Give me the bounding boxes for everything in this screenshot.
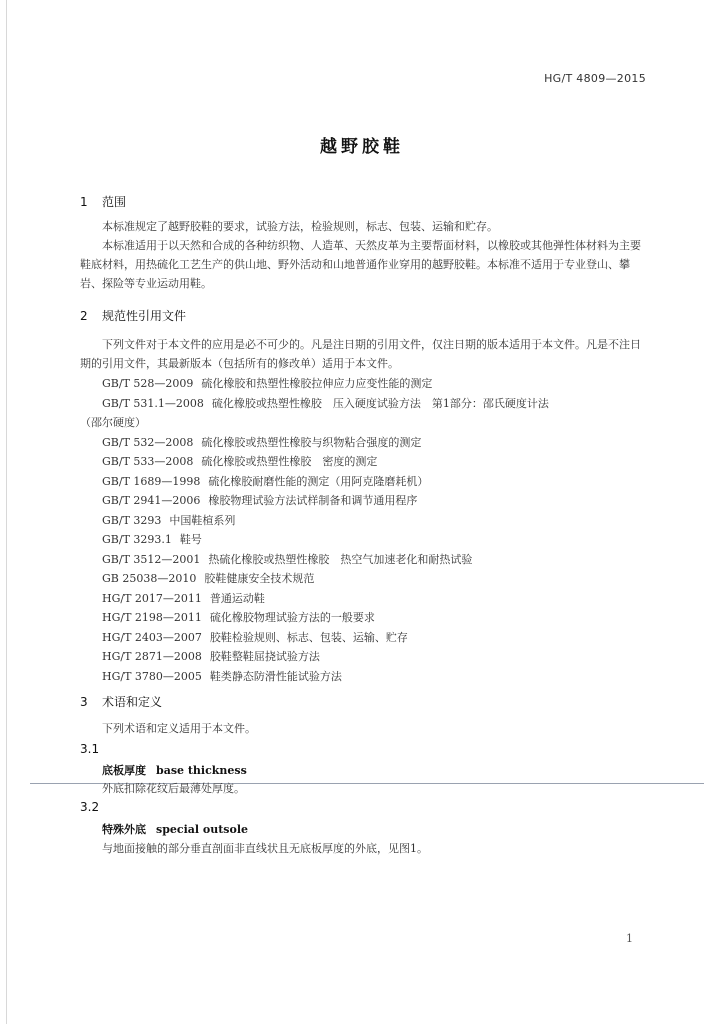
section-heading-references <box>80 307 186 324</box>
references-intro <box>80 335 648 373</box>
scope-paragraph: 本标准适用于以天然和合成的各种纺织物、人造革、天然皮革为主要帮面材料，以橡胶或其他弹性体材料为主要鞋底材料，用热硫化工艺生产的供山地、野外活动和山地普通作业穿用的越野胶鞋。本标准不适用于专业登山、攀岩、探险等专业运动用鞋。 <box>80 239 641 290</box>
reference-item <box>80 608 648 628</box>
term-number: 3.2 <box>80 800 100 814</box>
reference-code: GB/T 528—2009 <box>102 377 194 390</box>
reference-title: 硫化橡胶和热塑性橡胶拉伸应力应变性能的测定 <box>201 377 433 390</box>
reference-code: GB/T 3512—2001 <box>102 552 201 566</box>
section-number: 2 <box>80 309 88 323</box>
reference-item <box>80 491 648 511</box>
page-number: 1 <box>626 932 633 945</box>
reference-title: 鞋类静态防滑性能试验方法 <box>209 669 342 683</box>
scope-text <box>80 217 648 293</box>
term-heading <box>102 762 247 778</box>
reference-title: 硫化橡胶或热塑性橡胶 压入硬度试验方法 第1部分：邵氏硬度计法 <box>211 396 549 410</box>
reference-code: GB/T 2941—2006 <box>102 494 201 507</box>
section-title: 术语和定义 <box>102 695 163 709</box>
reference-item <box>80 452 648 472</box>
reference-item <box>80 472 648 492</box>
reference-item <box>80 589 648 609</box>
section-title: 规范性引用文件 <box>102 309 187 323</box>
references-intro-text: 下列文件对于本文件的应用是必不可少的。凡是注日期的引用文件，仅注日期的版本适用于本文件。凡是不注日期的引用文件，其最新版本（包括所有的修改单）适用于本文件。 <box>80 338 641 370</box>
reference-item <box>80 628 648 648</box>
term-zh: 特殊外底 <box>102 823 146 836</box>
term-heading <box>102 821 248 837</box>
reference-code: HG/T 2871—2008 <box>102 650 202 663</box>
reference-code: GB/T 531.1—2008 <box>102 396 204 410</box>
reference-title: 硫化橡胶或热塑性橡胶与织物粘合强度的测定 <box>201 435 422 449</box>
section-heading-terms <box>80 693 162 710</box>
terms-intro <box>80 719 648 738</box>
reference-item <box>80 374 648 394</box>
reference-item <box>80 530 648 550</box>
reference-code: HG/T 2198—2011 <box>102 611 202 624</box>
reference-title: 硫化橡胶或热塑性橡胶 密度的测定 <box>201 455 378 468</box>
reference-title: 鞋号 <box>179 533 202 546</box>
reference-code: HG/T 3780—2005 <box>102 669 202 683</box>
term-definition: 与地面接触的部分垂直剖面非直线状且无底板厚度的外底，见图1。 <box>102 842 428 855</box>
term-definition: 外底扣除花纹后最薄处厚度。 <box>102 782 245 795</box>
reference-title: 胶鞋健康安全技术规范 <box>204 572 315 585</box>
reference-code: GB/T 1689—1998 <box>102 474 201 488</box>
section-number: 1 <box>80 195 88 209</box>
reference-item <box>80 394 648 414</box>
reference-continuation: （邵尔硬度） <box>80 416 146 429</box>
reference-item <box>80 511 648 531</box>
scope-paragraph: 本标准规定了越野胶鞋的要求，试验方法，检验规则，标志、包装、运输和贮存。 <box>102 220 498 233</box>
reference-title: 硫化橡胶耐磨性能的测定（用阿克隆磨耗机） <box>208 474 429 488</box>
term-en: special outsole <box>156 823 249 836</box>
section-heading-scope <box>80 193 126 210</box>
reference-code: GB/T 532—2008 <box>102 435 194 449</box>
reference-list <box>80 374 648 686</box>
reference-title: 热硫化橡胶或热塑性橡胶 热空气加速老化和耐热试验 <box>208 552 473 566</box>
reference-item <box>80 667 648 687</box>
reference-title: 胶鞋检验规则、标志、包装、运输、贮存 <box>209 630 408 644</box>
standard-code: HG/T 4809—2015 <box>544 72 646 85</box>
document-title: 越野胶鞋 <box>320 137 404 157</box>
reference-title: 硫化橡胶物理试验方法的一般要求 <box>209 611 375 624</box>
reference-code: HG/T 2403—2007 <box>102 630 202 644</box>
term-number: 3.1 <box>80 742 100 756</box>
reference-title: 胶鞋整鞋屈挠试验方法 <box>209 650 320 663</box>
reference-code: HG/T 2017—2011 <box>102 591 202 605</box>
reference-title: 橡胶物理试验方法试样制备和调节通用程序 <box>208 494 418 507</box>
term-zh: 底板厚度 <box>102 764 146 777</box>
reference-title: 中国鞋楦系列 <box>169 513 236 527</box>
reference-code: GB/T 3293.1 <box>102 533 172 546</box>
term-en: base thickness <box>156 764 247 777</box>
reference-item <box>80 647 648 667</box>
reference-item <box>80 433 648 453</box>
section-title: 范围 <box>102 195 127 209</box>
reference-code: GB/T 533—2008 <box>102 455 194 468</box>
reference-title: 普通运动鞋 <box>209 591 265 605</box>
reference-item <box>80 550 648 570</box>
reference-item <box>80 569 648 589</box>
terms-intro-text: 下列术语和定义适用于本文件。 <box>102 722 256 735</box>
reference-code: GB 25038—2010 <box>102 572 197 585</box>
reference-code: GB/T 3293 <box>102 513 162 527</box>
section-number: 3 <box>80 695 88 709</box>
